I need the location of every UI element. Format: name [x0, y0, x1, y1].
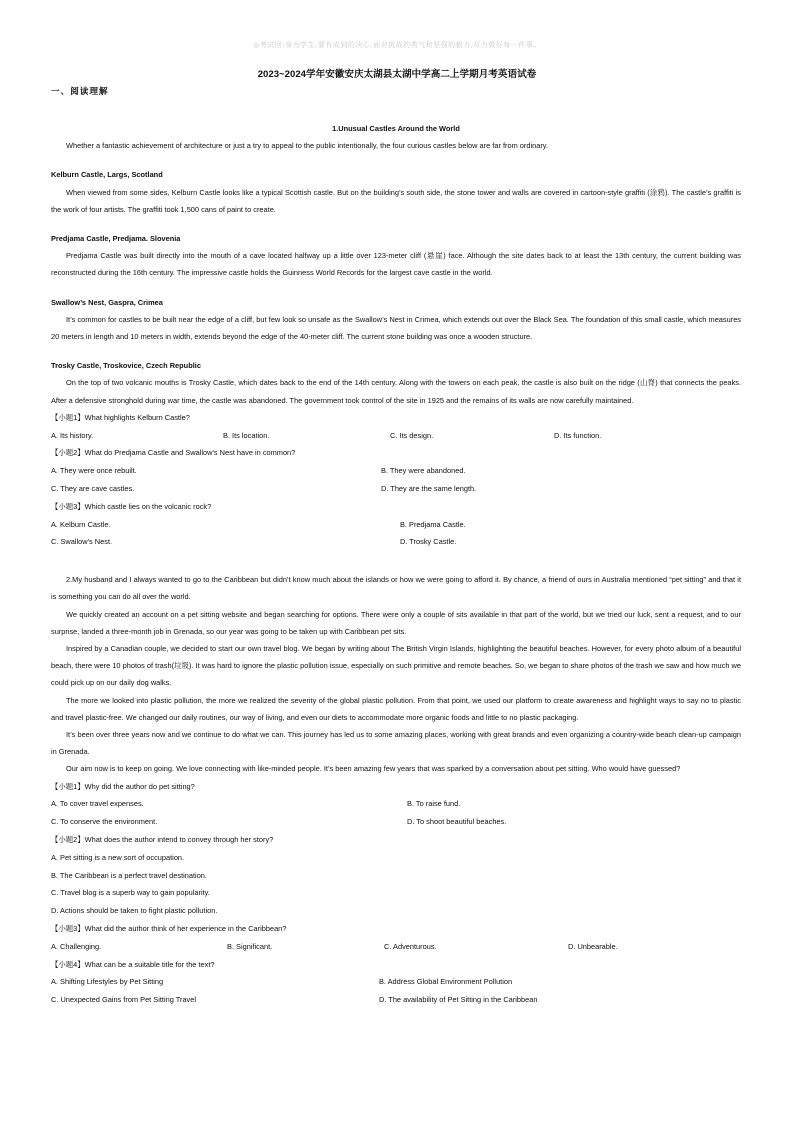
option-a[interactable]: A. Challenging.: [51, 941, 102, 951]
castle-text: Predjama Castle was built directly into the mouth of a cave located halfway up a little over 123-meter cliff (悬崖) face. Although the site dates back to at least the 13th century, the current building was reconstructed during the 16th century. The impressive castle holds the Guinness World Records for the largest cave castle in the world.: [51, 251, 741, 278]
option-a[interactable]: A. They were once rebuilt.: [51, 466, 137, 476]
question-options: [51, 813, 741, 831]
option-b[interactable]: B. Predjama Castle.: [400, 519, 466, 529]
option-c[interactable]: C. Its design.: [390, 430, 434, 440]
castle-name: Kelburn Castle, Largs, Scotland: [51, 170, 163, 180]
section-heading: 一、阅读理解: [51, 87, 109, 97]
question-options: [51, 973, 741, 991]
option-a[interactable]: A. Pet sitting is a new sort of occupation.: [51, 852, 185, 862]
question-options: [51, 533, 741, 551]
option-d[interactable]: D. Trosky Castle.: [400, 537, 457, 547]
passage2-paragraph: Inspired by a Canadian couple, we decided to start our own travel blog. We began by writing about The British Virgin Islands, highlighting the beautiful beaches. However, for every photo album of a beautiful beach, there were 10 photos of trash(垃圾). It was hard to ignore the plastic pollution issue, especially on such primitive and remote beaches. So, we began to share photos of the trash we saw and how much we could pick up on our daily dog walks.: [51, 644, 741, 688]
question-stem: 【小题1】What highlights Kelburn Castle?: [51, 412, 190, 422]
passage2-paragraph: It’s been over three years now and we continue to do what we can. This journey has led us to some amazing places, working with great brands and even organizing a country-wide beach clean-up campaign in Grenada.: [51, 730, 741, 757]
castle-text: On the top of two volcanic mouths is Trosky Castle, which dates back to the end of the 14th century. Along with the towers on each peak, the castle is also built on the ridge (山脊) that connects the peaks. After a defensive stronghold during war time, the castle was abandoned. The government took control of the site in 1925 and the remains of its walls are now carefully maintained.: [51, 378, 741, 405]
castle-name: Predjama Castle, Predjama. Slovenia: [51, 234, 181, 244]
option-a[interactable]: A. Its history.: [51, 430, 94, 440]
option-c[interactable]: C. They are cave castles.: [51, 484, 135, 494]
option-d[interactable]: D. They are the same length.: [381, 484, 477, 494]
question-options: [51, 516, 741, 534]
option-d[interactable]: D. Unbearable.: [568, 941, 618, 951]
option-b[interactable]: B. To raise fund.: [407, 799, 461, 809]
option-d[interactable]: D. The availability of Pet Sitting in the Caribbean: [379, 995, 538, 1005]
passage2-paragraph: We quickly created an account on a pet sitting website and began searching for options. There were only a couple of sits available in that part of the world, but we tried our luck, sent a request, and to our surprise, landed a three-month job in Grenada, so our year was going to be taken up with Caribbean pet sits.: [51, 609, 741, 636]
question-stem: 【小题3】What did the author think of her experience in the Caribbean?: [51, 924, 287, 934]
page-title: 2023~2024学年安徽安庆太湖县太湖中学高二上学期月考英语试卷: [257, 69, 537, 80]
option-c[interactable]: C. Adventurous.: [384, 941, 437, 951]
option-c[interactable]: C. To conserve the environment.: [51, 817, 158, 827]
option-a[interactable]: A. Kelburn Castle.: [51, 519, 111, 529]
option-b[interactable]: B. The Caribbean is a perfect travel destination.: [51, 870, 207, 880]
question-options: [51, 938, 741, 956]
exam-content: [51, 120, 741, 1009]
castle-name: Trosky Castle, Troskovice, Czech Republic: [51, 361, 201, 371]
option-c[interactable]: C. Swallow’s Nest.: [51, 537, 113, 547]
option-c[interactable]: C. Unexpected Gains from Pet Sitting Travel: [51, 995, 197, 1005]
question-stem: 【小题2】What do Predjama Castle and Swallow’s Nest have in common?: [51, 448, 296, 458]
passage2-paragraph: The more we looked into plastic pollution, the more we realized the severity of the global plastic pollution. From that point, we used our platform to create awareness and highlight ways to say no to plastic and travel plastic-free. We changed our daily routines, our way of living, and even our diets to accommodate more organic foods and little to no plastic packaging.: [51, 695, 741, 722]
option-d[interactable]: D. Its function.: [554, 430, 602, 440]
question-stem: 【小题4】What can be a suitable title for the text?: [51, 959, 215, 969]
castle-text: It’s common for castles to be built near the edge of a cliff, but few look so unsafe as the Swallow’s Nest in Crimea, which extends out over the Black Sea. The foundation of this small castle, which measures 20 meters in length and 10 meters in width, extends beyond the edge of the 40-meter cliff. The current stone building was once a wooden structure.: [51, 314, 741, 342]
question-options: [51, 480, 741, 498]
option-b[interactable]: B. They were abandoned.: [381, 466, 466, 476]
question-options: [51, 462, 741, 480]
option-a[interactable]: A. Shifting Lifestyles by Pet Sitting: [51, 977, 164, 987]
option-a[interactable]: A. To cover travel expenses.: [51, 799, 144, 809]
passage2-paragraph: 2.My husband and I always wanted to go to the Caribbean but didn’t know much about the islands or how we were going to afford it. By chance, a friend of ours in Australia mentioned “pet sitting” and that it is something you can do all over the world.: [51, 575, 741, 602]
passage2-paragraph: Our aim now is to keep on going. We love connecting with like-minded people. It’s been amazing few years that was sparked by a conversation about pet sitting. Who would have guessed?: [66, 764, 681, 774]
option-c[interactable]: C. Travel blog is a superb way to gain popularity.: [51, 888, 210, 898]
option-b[interactable]: B. Its location.: [223, 430, 270, 440]
question-stem: 【小题2】What does the author intend to convey through her story?: [51, 835, 274, 845]
question-stem: 【小题3】Which castle lies on the volcanic rock?: [51, 501, 212, 511]
option-d[interactable]: D. To shoot beautiful beaches.: [407, 817, 507, 827]
passage1-intro: Whether a fantastic achievement of architecture or just a try to appeal to the public intentionally, the four curious castles below are far from ordinary.: [66, 141, 548, 151]
watermark-text: ◎考试回:身为学生,要有成到的决心,面对挑战的勇气和坚强的毅力,尽力做好每一件事。: [253, 41, 541, 49]
question-options: [51, 795, 741, 813]
option-b[interactable]: B. Significant.: [227, 941, 273, 951]
question-options: [51, 427, 741, 445]
castle-text: When viewed from some sides, Kelburn Castle looks like a typical Scottish castle. But on the building’s south side, the stone tower and walls are covered in cartoon-style graffiti (涂鸦). The castle’s graffiti is the work of four artists. The graffiti took 1,500 cans of paint to create.: [51, 187, 741, 214]
option-b[interactable]: B. Address Global Environment Pollution: [379, 977, 513, 987]
option-d[interactable]: D. Actions should be taken to fight plastic pollution.: [51, 906, 218, 916]
passage1-heading: 1.Unusual Castles Around the World: [332, 124, 460, 133]
question-options: [51, 991, 741, 1009]
question-stem: 【小题1】Why did the author do pet sitting?: [51, 781, 195, 791]
castle-name: Swallow’s Nest, Gaspra, Crimea: [51, 297, 163, 307]
